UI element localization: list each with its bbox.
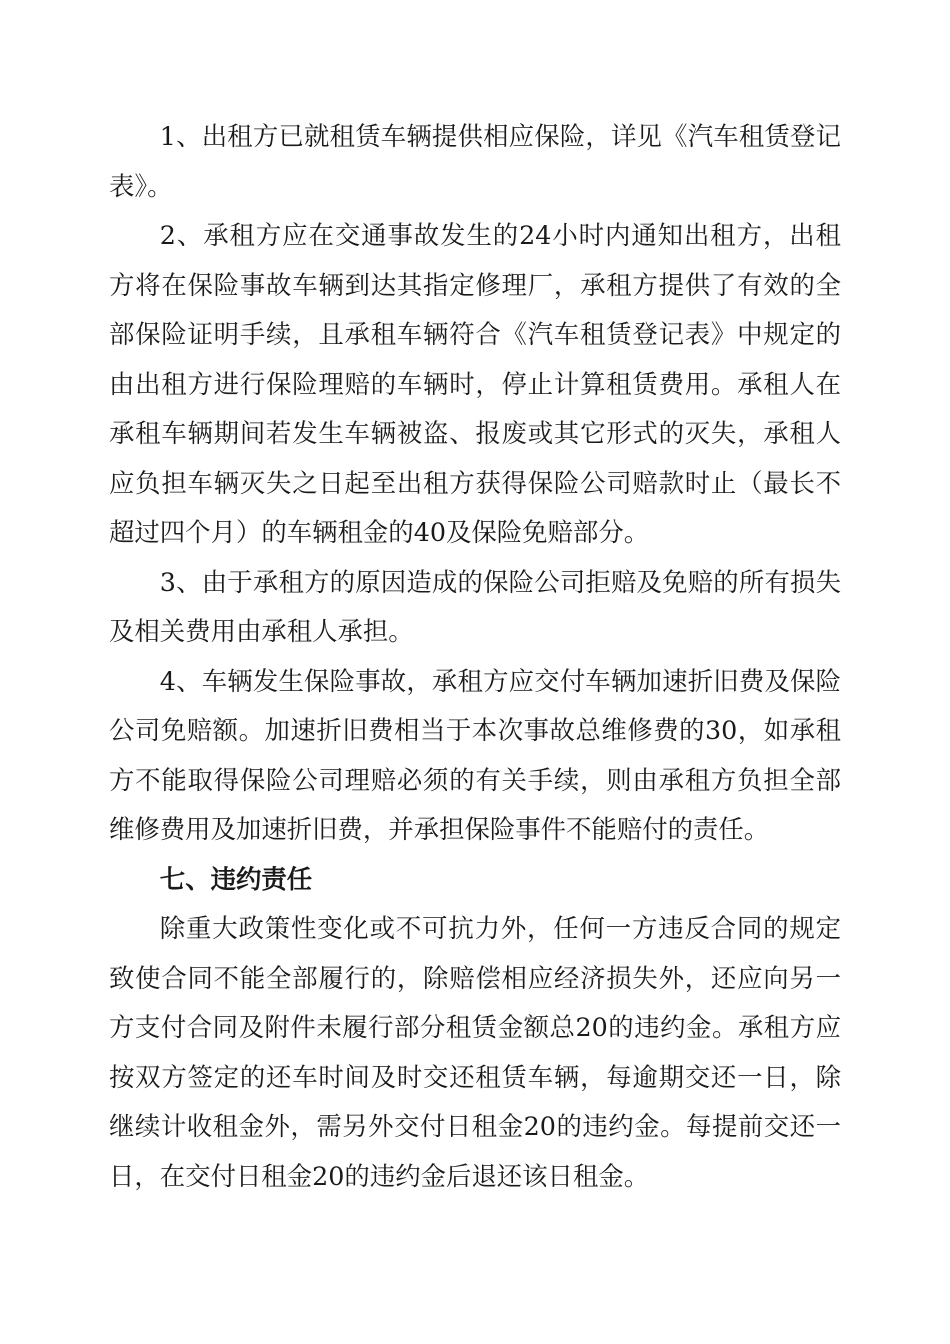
paragraph-insurance-3: 3、由于承租方的原因造成的保险公司拒赔及免赔的所有损失及相关费用由承租人承担。 [109,566,841,646]
paragraph-insurance-2: 2、承租方应在交通事故发生的24小时内通知出租方，出租方将在保险事故车辆到达其指定修理厂，承租方提供了有效的全部保险证明手续，且承租车辆符合《汽车租赁登记表》中规定的由出租方进行保险理赔的车辆时，停止计算租赁费用。承租人在承租车辆期间若发生车辆被盗、报废或其它形式的灭失，承租人应负担车辆灭失之日起至出租方获得保险公司赔款时止（最长不超过四个月）的车辆租金的40及保险免赔部分。 [109,220,841,547]
section-heading-breach-liability: 七、违约责任 [159,863,313,894]
paragraph-insurance-4: 4、车辆发生保险事故，承租方应交付车辆加速折旧费及保险公司免赔额。加速折旧费相当于本次事故总维修费的30，如承租方不能取得保险公司理赔必须的有关手续，则由承租方负担全部维修费用及加速折旧费，并承担保险事件不能赔付的责任。 [109,665,841,844]
paragraph-breach-liability: 除重大政策性变化或不可抗力外，任何一方违反合同的规定致使合同不能全部履行的，除赔偿相应经济损失外，还应向另一方支付合同及附件未履行部分租赁金额总20的违约金。承租方应按双方签定的还车时间及时交还租赁车辆，每逾期交还一日，除继续计收租金外，需另外交付日租金20的违约金。每提前交还一日，在交付日租金20的违约金后退还该日租金。 [109,913,841,1191]
paragraph-insurance-1: 1、出租方已就租赁车辆提供相应保险，详见《汽车租赁登记表》。 [109,121,841,201]
document-page [109,112,841,1201]
